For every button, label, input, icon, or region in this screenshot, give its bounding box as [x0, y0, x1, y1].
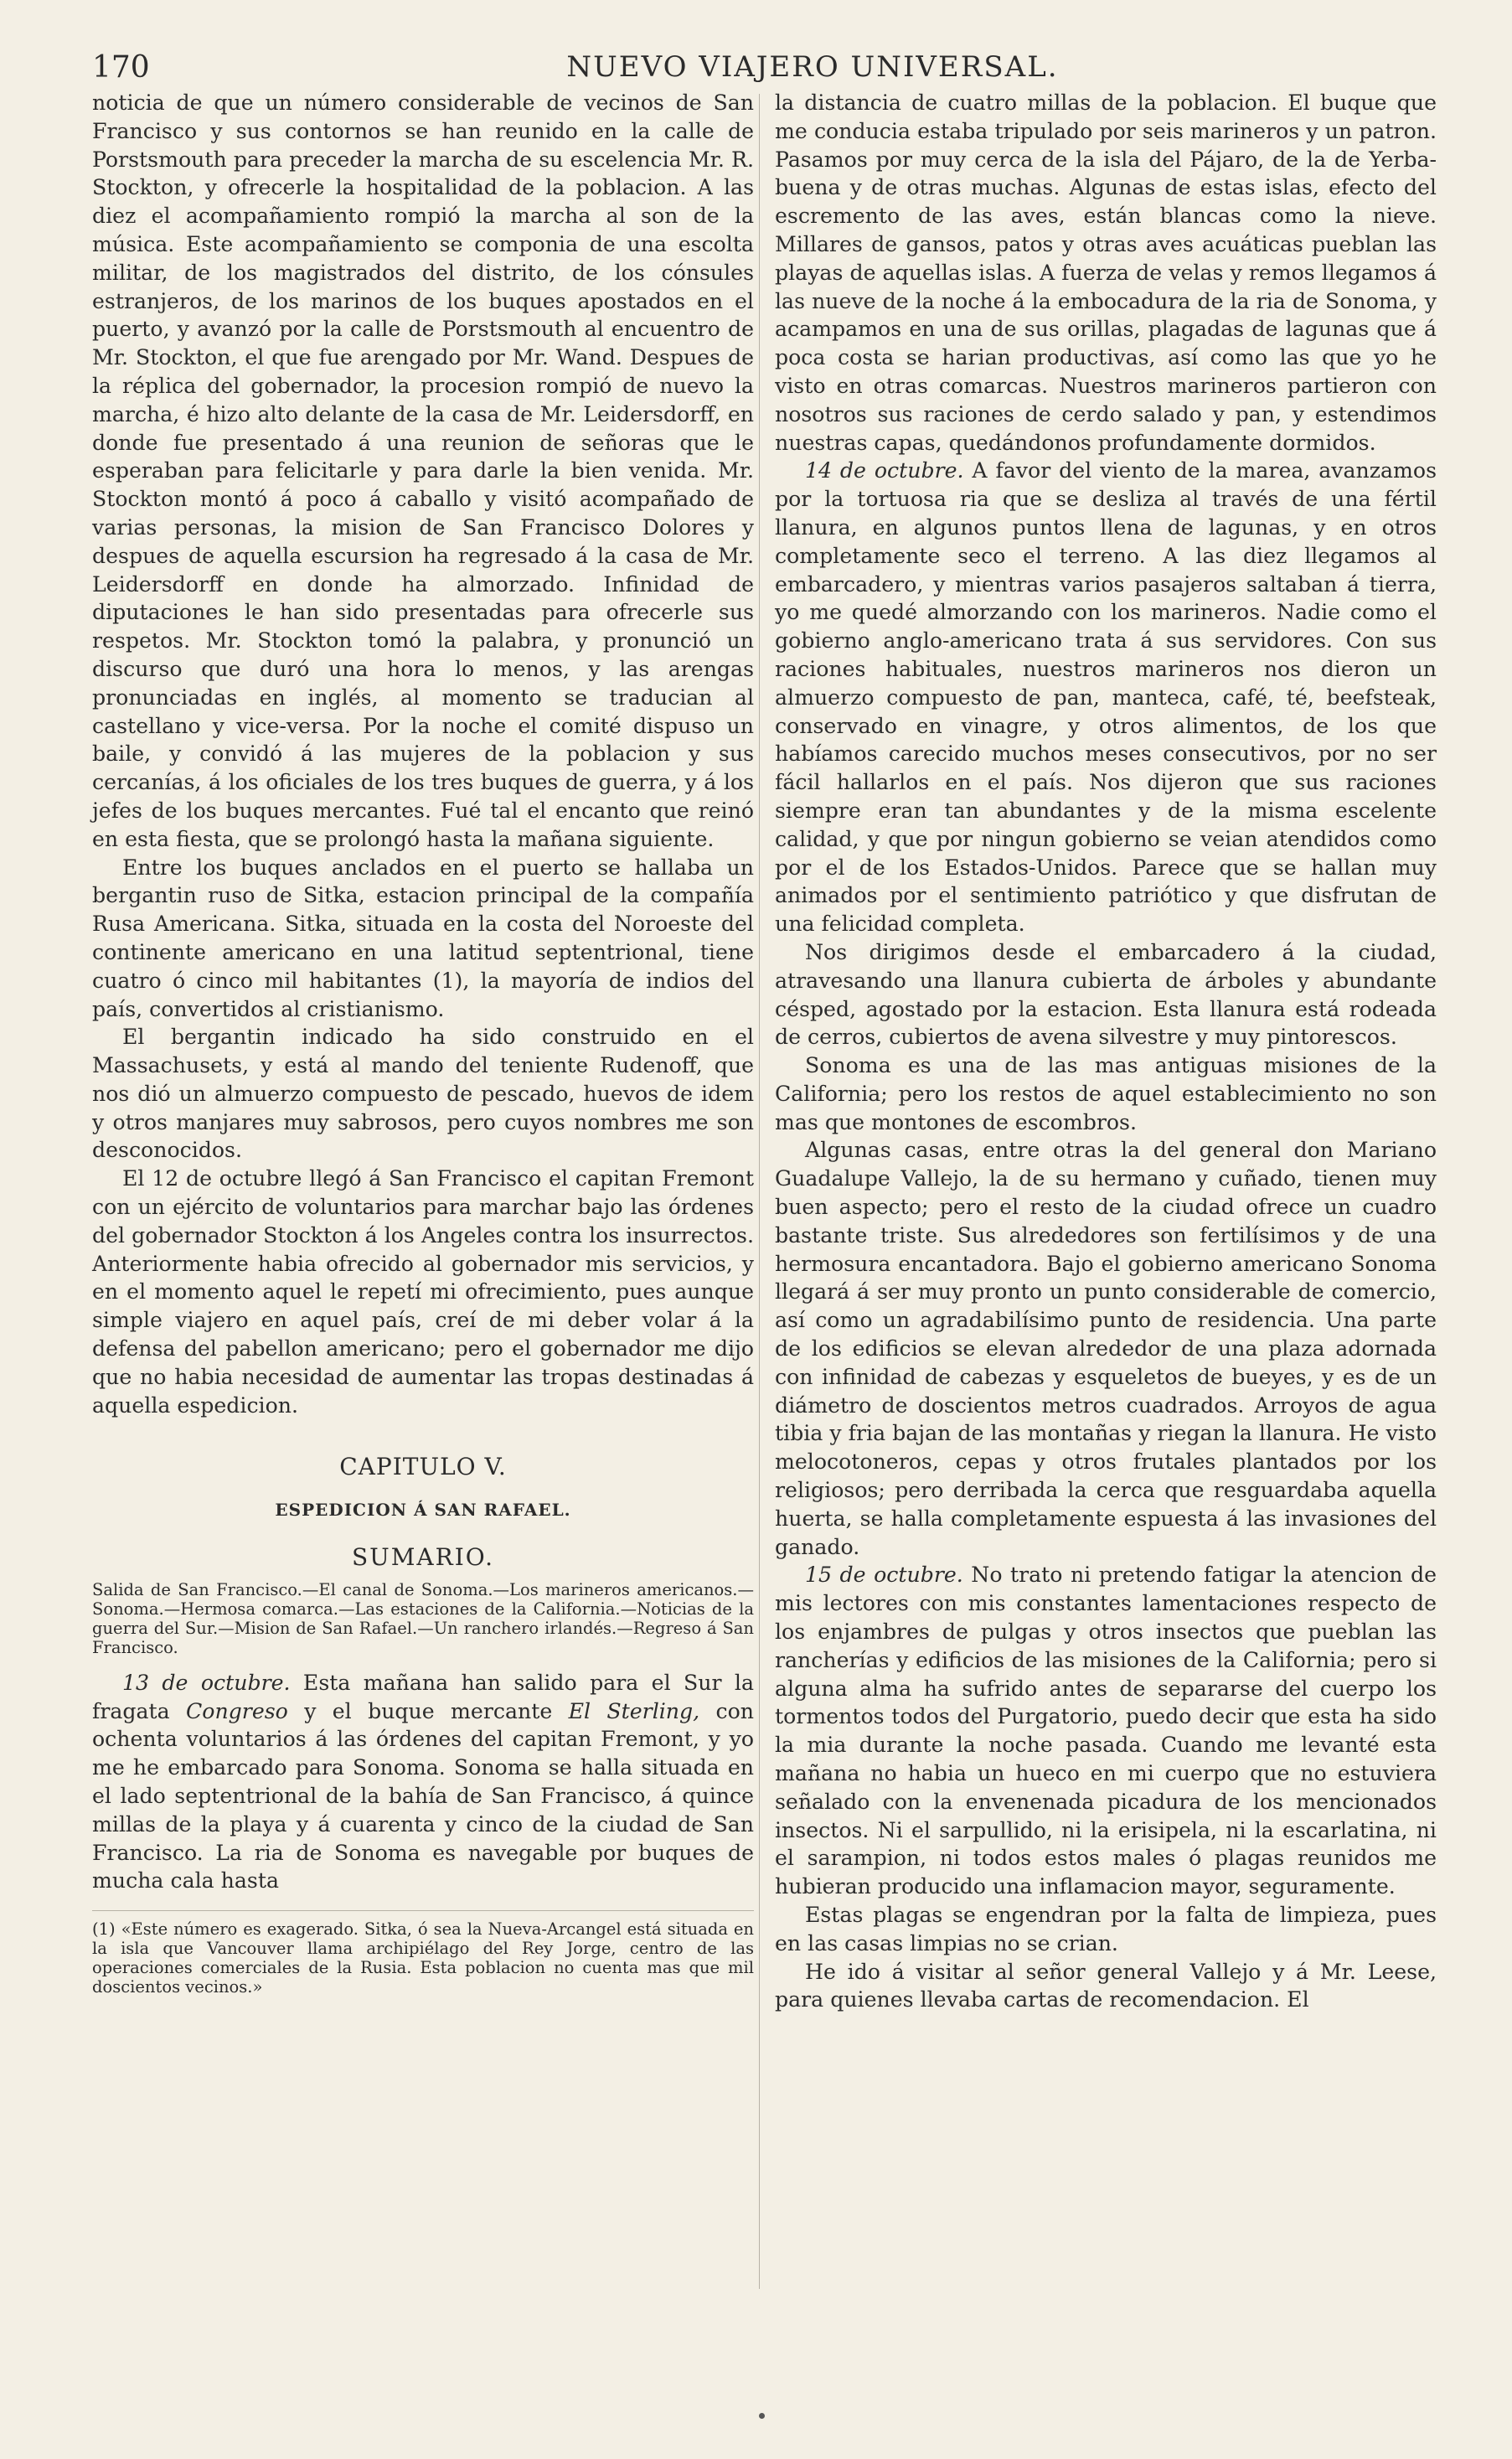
ship-name: Congreso: [186, 1698, 288, 1723]
left-column: [92, 89, 754, 1997]
text-run: No trato ni pretendo fatigar la atencion de mis lectores con mis constantes lamentaciones respecto de los enjambres de pulgas y otros insectos que pueblan las rancherías y edificios de las misiones de la California; pero si alguna alma ha sufrido antes de separarse del cuerpo los tormentos todos del Purgatorio, puedo decir que esta ha sido la mia durante la noche pasada. Cuando me levanté esta mañana no habia un hueco en mi cuerpo que no estuviera señalado con la envenenada picadura de los mencionados insectos. Ni el sarpullido, ni la erisipela, ni la escarlatina, ni el sarampion, ni todos estos males ó plagas reunidos me hubieran producido una inflamacion mayor, seguramente.: [775, 1563, 1437, 1899]
paragraph: [775, 457, 1437, 938]
paragraph: Algunas casas, entre otras la del general don Mariano Guadalupe Vallejo, la de su hermano y cuñado, tienen muy buen aspecto; pero el resto de la ciudad ofrece un cuadro bastante triste. Sus alrededores son fertilísimos y de una hermosura encantadora. Bajo el gobierno americano Sonoma llegará á ser muy pronto un punto considerable de comercio, así como un agradabilísimo punto de residencia. Una parte de los edificios se elevan alrededor de una plaza adornada con infinidad de cabezas y esqueletos de bueyes, y es de un diámetro de doscientos metros cuadrados. Arroyos de agua tibia y fria bajan de las montañas y riegan la llanura. He visto melocotoneros, cepas y otros frutales plantados por los religiosos; pero derribada la cerca que resguardaba aquella huerta, se halla completamente espuesta á las invasiones del ganado.: [775, 1138, 1437, 1559]
text-run: con ochenta voluntarios á las órdenes del capitan Fremont, y yo me he embarcado para Sonoma. Sonoma se halla situada en el lado septentrional de la bahía de San Francisco, á quince millas de la playa y á cuarenta y cinco de la ciudad de San Francisco. La ria de Sonoma es navegable por buques de mucha cala hasta: [92, 1698, 754, 1893]
paragraph: El bergantin indicado ha sido construido en el Massachusets, y está al mando del teniente Rudenoff, que nos dió un almuerzo compuesto de pescado, huevos de idem y otros manjares muy sabrosos, pero cuyos nombres me son desconocidos.: [92, 1025, 754, 1163]
date-label: 13 de octubre.: [122, 1670, 291, 1695]
text-run: Esta mañana han salido para el Sur la fragata: [92, 1670, 754, 1723]
date-label: 14 de octubre.: [805, 458, 964, 483]
footnote: (1) «Este número es exagerado. Sitka, ó sea la Nueva-Arcangel está situada en la isla que Vancouver llama archipiélago del Rey Jorge, centro de las operaciones comerciales de la Rusia. Esta poblacion no cuenta mas que mil doscientos vecinos.»: [92, 1919, 754, 1997]
page-number: 170: [92, 50, 150, 85]
footnote-rule: [92, 1910, 754, 1911]
running-title: NUEVO VIAJERO UNIVERSAL.: [566, 50, 1059, 84]
ship-name: El Sterling,: [568, 1698, 700, 1723]
text-run: y el buque mercante: [287, 1698, 569, 1723]
chapter-subtitle: ESPEDICION Á SAN RAFAEL.: [275, 1500, 571, 1521]
summary-heading: SUMARIO.: [351, 1543, 495, 1572]
paragraph: Entre los buques anclados en el puerto se hallaba un bergantin ruso de Sitka, estacion principal de la compañía Rusa Americana. Sitka, situada en la costa del Noroeste del continente americano en una latitud septentrional, tiene cuatro ó cinco mil habitantes (1), la mayoría de indios del país, convertidos al cristianismo.: [92, 855, 754, 1021]
paragraph: noticia de que un número considerable de vecinos de San Francisco y sus contornos se han reunido en la calle de Porstsmouth para preceder la marcha de su escelencia Mr. R. Stockton, y ofrecerle la hospitalidad de la poblacion. A las diez el acompañamiento rompió la marcha al son de la música. Este acompañamiento se componia de una escolta militar, de los magistrados del distrito, de los cónsules estranjeros, de los marinos de los buques apostados en el puerto, y avanzó por la calle de Porstsmouth al encuentro de Mr. Stockton, el que fue arengado por Mr. Wand. Despues de la réplica del gobernador, la procesion rompió de nuevo la marcha, é hizo alto delante de la casa de Mr. Leidersdorff, en donde fue presentado á una reunion de señoras que le esperaban para felicitarle y para darle la bien venida. Mr. Stockton montó á poco á caballo y visitó acompañado de varias personas, la mision de San Francisco Dolores y despues de aquella escursion ha regresado á la casa de Mr. Leidersdorff en donde ha almorzado. Infinidad de diputaciones le han sido presentadas para ofrecerle sus respetos. Mr. Stockton tomó la palabra, y pronunció un discurso que duró una hora lo menos, y las arengas pronunciadas en inglés, al momento se traducian al castellano y vice-versa. Por la noche el comité dispuso un baile, y convidó á las mujeres de la poblacion y sus cercanías, á los oficiales de los tres buques de guerra, y á los jefes de los buques mercantes. Fué tal el encanto que reinó en esta fiesta, que se prolongó hasta la mañana siguiente.: [92, 90, 754, 851]
page-ornament-dot: [759, 2413, 765, 2419]
paragraph: El 12 de octubre llegó á San Francisco el capitan Fremont con un ejército de voluntarios para marchar bajo las órdenes del gobernador Stockton á los Angeles contra los insurrectos. Anteriormente habia ofrecido al gobernador mis servicios, y en el momento aquel le repetí mi ofrecimiento, pues aunque simple viajero en aquel país, creí de mi deber volar á la defensa del pabellon americano; pero el gobernador me dijo que no habia necesidad de aumentar las tropas destinadas á aquella espedicion.: [92, 1166, 754, 1418]
paragraph: [775, 1561, 1437, 1901]
paragraph: He ido á visitar al señor general Vallejo y á Mr. Leese, para quienes llevaba cartas de recomendacion. El: [775, 1959, 1437, 2012]
paragraph: Nos dirigimos desde el embarcadero á la ciudad, atravesando una llanura cubierta de árboles y abundante césped, agostado por la estacion. Esta llanura está rodeada de cerros, cubiertos de avena silvestre y muy pintorescos.: [775, 939, 1437, 1050]
date-label: 15 de octubre.: [805, 1563, 963, 1588]
right-column: [775, 89, 1437, 2014]
summary-text: Salida de San Francisco.—El canal de Sonoma.—Los marineros americanos.—Sonoma.—Hermosa comarca.—Las estaciones de la California.—Noticias de la guerra del Sur.—Mision de San Rafael.—Un ranchero irlandés.—Regreso á San Francisco.: [92, 1579, 754, 1657]
chapter-heading: CAPITULO V.: [339, 1453, 507, 1481]
text-run: A favor del viento de la marea, avanzamos por la tortuosa ria que se desliza al través de una fértil llanura, en algunos puntos llena de lagunas, y en otros completamente seco el terreno. A las diez llegamos al embarcadero, y mientras varios pasajeros saltaban á tierra, yo me quedé almorzando con los marineros. Nadie como el gobierno anglo-americano trata á sus servidores. Con sus raciones habituales, nuestros marineros nos dieron un almuerzo compuesto de pan, manteca, café, té, beefsteak, conservado en vinagre, y otros alimentos, de los que habíamos carecido muchos meses consecutivos, por no ser fácil hallarlos en el país. Nos dijeron que sus raciones siempre eran tan abundantes y de la misma escelente calidad, y que por ningun gobierno se veian atendidos como por el de los Estados-Unidos. Parece que se hallan muy animados por el sentimiento patriótico y que disfrutan de una felicidad completa.: [775, 458, 1437, 937]
column-divider: [759, 94, 760, 2289]
paragraph: Sonoma es una de las mas antiguas misiones de la California; pero los restos de aquel establecimiento no son mas que montones de escombros.: [775, 1053, 1437, 1134]
paragraph: la distancia de cuatro millas de la poblacion. El buque que me conducia estaba tripulado por seis marineros y un patron. Pasamos por muy cerca de la isla del Pájaro, de la de Yerba-buena y de otras muchas. Algunas de estas islas, efecto del escremento de las aves, están blancas como la nieve. Millares de gansos, patos y otras aves acuáticas pueblan las playas de aquellas islas. A fuerza de velas y remos llegamos á las nueve de la noche á la embocadura de la ria de Sonoma, y acampamos en una de sus orillas, plagadas de lagunas que á poca costa se harian productivas, así como las que yo he visto en otras comarcas. Nuestros marineros partieron con nosotros sus raciones de cerdo salado y pan, y estendimos nuestras capas, quedándonos profundamente dormidos.: [775, 90, 1437, 455]
paragraph: [92, 1669, 754, 1895]
paragraph: Estas plagas se engendran por la falta de limpieza, pues en las casas limpias no se crian.: [775, 1903, 1437, 1955]
